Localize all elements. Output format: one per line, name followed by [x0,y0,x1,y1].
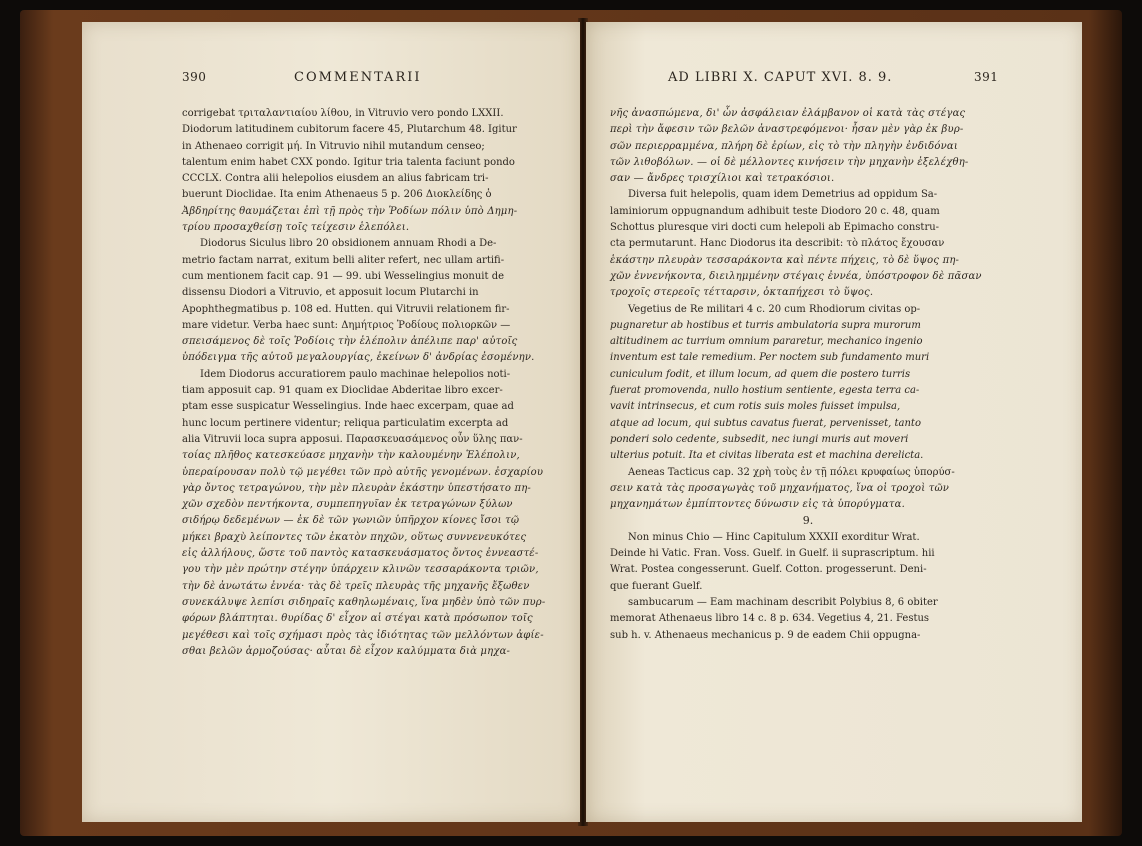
text-line: memorat Athenaeus libro 14 c. 8 p. 634. Vegetius 4, 21. Festus [610,613,930,625]
text-line: Ἀβδηρίτης θαυμάζεται ἐπὶ τῇ πρὸς τὴν Ῥοδίων πόλιν ὑπὸ Δημη- [182,205,518,217]
right-page-text [610,106,1006,644]
text-line: φόρων βλάπτηται. θυρίδας δ' εἶχον αἱ στέγαι κατὰ πρόσωπον τοῖς [182,613,533,625]
right-running-title: AD LIBRI X. CAPUT XVI. 8. 9. [668,70,893,85]
text-line: corrigebat τριταλαντιαίου λίθου, in Vitruvio vero pondo LXXII. [182,108,504,119]
text-line: Non minus Chio — Hinc Capitulum XXXII exorditur Wrat. [628,531,920,543]
text-line: σπεισάμενος δὲ τοῖς Ῥοδίοις τὴν ἑλέπολιν ἀπέλιπε παρ' αὐτοῖς [182,336,518,348]
text-line: CCCLX. Contra alii helepolios eiusdem an alius fabricam tri- [182,173,489,185]
text-line: buerunt Dioclidae. Ita enim Athenaeus 5 p. 206 Διοκλείδης ὁ [182,189,492,201]
text-line: γὰρ ὄντος τετραγώνου, τὴν μὲν πλευρὰν ἑκάστην ὑπεστήσατο πη- [182,482,532,494]
text-line: ὑπόδειγμα τῆς αὐτοῦ μεγαλουργίας, ἐκείνων δ' ἀνδρίας ἐσομένην. [182,352,535,364]
text-line: Deinde hi Vatic. Fran. Voss. Guelf. in Guelf. ii suprascriptum. hii [610,548,935,560]
text-line: dissensu Diodori a Vitruvio, et apposuit locum Plutarchi in [182,287,479,299]
text-line: σθαι βελῶν ἁρμοζούσας· αὗται δὲ εἶχον καλύμματα διὰ μηχα- [182,645,511,657]
text-line: atque ad locum, qui subtus cavatus fuerat, pervenisset, tanto [610,417,921,429]
text-line: Aeneas Tacticus cap. 32 χρὴ τοὺς ἐν τῇ πόλει κρυφαίως ὑπορύσ- [628,466,955,478]
left-page-header [182,70,554,90]
text-line: talentum enim habet CXX pondo. Igitur tria talenta faciunt pondo [182,156,515,168]
text-line: σῶν περιερραμμένα, πλήρη δὲ ἐρίων, εἰς τὸ τὴν πληγὴν ἐνδιδόναι [610,140,958,152]
left-page-text [182,106,554,660]
text-line: γου τὴν μὲν πρώτην στέγην ὑπάρχειν κλινῶν τεσσαράκοντα τριῶν, [182,564,539,576]
section-number: 9. [802,514,814,528]
text-line: altitudinem ac turrium omnium pararetur, mechanico ingenio [610,336,923,348]
text-line: χῶν ἐννενήκοντα, διειλημμένην στέγαις ἐννέα, ὑπόστροφον δὲ πᾶσαν [610,270,982,282]
text-line: Wrat. Postea congesserunt. Guelf. Cotton. progesserunt. Deni- [610,564,927,576]
text-line: vavit intrinsecus, et cum rotis suis moles fuisset impulsa, [610,401,901,413]
text-line: Diversa fuit helepolis, quam idem Demetrius ad oppidum Sa- [628,189,938,201]
text-line: περὶ τὴν ἄφεσιν τῶν βελῶν ἀναστρεφόμενοι· ἦσαν μὲν γὰρ ἐκ βυρ- [610,124,964,136]
text-line: pugnaretur ab hostibus et turris ambulatoria supra murorum [610,319,921,331]
text-line: mare videtur. Verba haec sunt: Δημήτριος Ῥοδίους πολιορκῶν — [182,319,511,331]
text-line: νῆς ἀνασπώμενα, δι' ὧν ἀσφάλειαν ἐλάμβανον οἱ κατὰ τὰς στέγας [610,108,966,119]
text-line: laminiorum oppugnandum adhibuit teste Diodoro 20 c. 48, quam [610,205,940,217]
text-line: Schottus pluresque viri docti cum helepoli ab Epimacho constru- [610,222,940,234]
text-line: εἰς ἀλλήλους, ὥστε τοῦ παντὸς κατασκευάσματος ὄντος ἐννεαστέ- [182,548,539,560]
left-running-title: COMMENTARII [294,70,422,85]
text-line: Apophthegmatibus p. 108 ed. Hutten. qui Vitruvii relationem fir- [182,303,510,315]
left-page-number: 390 [182,70,207,84]
text-line: τῶν λιθοβόλων. — οἱ δὲ μέλλοντες κινήσειν τὴν μηχανὴν ἐξελέχθη- [610,156,969,168]
text-line: cum mentionem facit cap. 91 — 99. ubi Wesselingius monuit de [182,270,505,282]
text-line: ὑπεραίρουσαν πολὺ τῷ μεγέθει τῶν πρὸ αὐτῆς γενομένων. ἐσχαρίου [182,466,544,478]
text-line: χῶν σχεδὸν πεντήκοντα, συμπεπηγυῖαν ἐκ τετραγώνων ξύλων [182,499,513,511]
text-line: τοίας πλῆθος κατεσκεύασε μηχανὴν τὴν καλουμένην Ἑλέπολιν, [182,450,520,462]
text-line: τὴν δὲ ἀνωτάτω ἐννέα· τὰς δὲ τρεῖς πλευρὰς τῆς μηχανῆς ἔξωθεν [182,580,530,592]
text-line: cta permutarunt. Hanc Diodorus ita describit: τὸ πλάτος ἔχουσαν [610,238,945,250]
text-line: hunc locum pertinere videntur; reliqua particulatim excerpta ad [182,417,509,429]
text-line: alia Vitruvii loca supra apposui. Παρασκευασάμενος οὖν ὕλης παν- [182,433,523,445]
text-line: τρίου προσαχθείσῃ τοῖς τείχεσιν ἑλεπόλει. [182,222,410,234]
text-line: σειν κατὰ τὰς προσαγωγὰς τοῦ μηχανήματος, ἵνα οἱ τροχοὶ τῶν [610,482,950,494]
left-page [82,22,580,822]
text-line: μεγέθεσι καὶ τοῖς σχήμασι πρὸς τὰς ἰδιότητας τῶν μελλόντων ἀφίε- [182,629,544,641]
right-page [586,22,1082,822]
text-line: ulterius potuit. Ita et civitas liberata est et machina derelicta. [610,450,924,462]
text-line: sub h. v. Athenaeus mechanicus p. 9 de eadem Chii oppugna- [610,629,921,641]
right-page-number: 391 [974,70,999,84]
text-line: Idem Diodorus accuratiorem paulo machinae helepolios noti- [200,368,511,380]
text-line: Diodorus Siculus libro 20 obsidionem annuam Rhodi a De- [200,238,497,250]
text-line: metrio factam narrat, exitum belli aliter refert, nec ullam artifi- [182,254,505,266]
text-line: Diodorum latitudinem cubitorum facere 45, Plutarchum 48. Igitur [182,124,517,136]
text-line: σαν — ἄνδρες τρισχίλιοι καὶ τετρακόσιοι. [610,173,835,185]
text-line: ponderi solo cedente, subsedit, nec iungi muris aut moveri [610,433,909,445]
text-line: que fuerant Guelf. [610,580,703,592]
text-line: inventum est tale remedium. Per noctem sub fundamento muri [610,352,930,364]
right-page-header [668,70,998,90]
text-line: in Athenaeo corrigit μή. In Vitruvio nihil mutandum censeo; [182,140,485,152]
text-line: τροχοῖς στερεοῖς τέτταρσιν, ὀκταπήχεσι τὸ ὕψος. [610,287,874,299]
text-line: μήκει βραχὺ λείποντες τῶν ἑκατὸν πηχῶν, οὕτως συννενευκότες [182,531,527,543]
text-line: sambucarum — Eam machinam describit Polybius 8, 6 obiter [628,596,938,608]
text-line: Vegetius de Re militari 4 c. 20 cum Rhodiorum civitas op- [628,303,921,315]
text-line: cuniculum fodit, et illum locum, ad quem die postero turris [610,368,911,380]
text-line: fuerat promovenda, nullo hostium sentiente, egesta terra ca- [610,385,920,397]
text-line: μηχανημάτων ἐμπίπτοντες δύνωσιν εἰς τὰ ὑπορύγματα. [610,499,905,511]
text-line: tiam apposuit cap. 91 quam ex Dioclidae Abderitae libro excer- [182,385,503,397]
text-line: ptam esse suspicatur Wesselingius. Inde haec excerpam, quae ad [182,401,514,413]
text-line: σιδήρῳ δεδεμένων — ἐκ δὲ τῶν γωνιῶν ὑπῆρχον κίονες ἴσοι τῷ [182,515,520,527]
text-line: ἑκάστην πλευρὰν τεσσαράκοντα καὶ πέντε πήχεις, τὸ δὲ ὕψος πη- [610,254,960,266]
text-line: συνεκάλυψε λεπίσι σιδηραῖς καθηλωμέναις, ἵνα μηδὲν ὑπὸ τῶν πυρ- [182,596,546,608]
